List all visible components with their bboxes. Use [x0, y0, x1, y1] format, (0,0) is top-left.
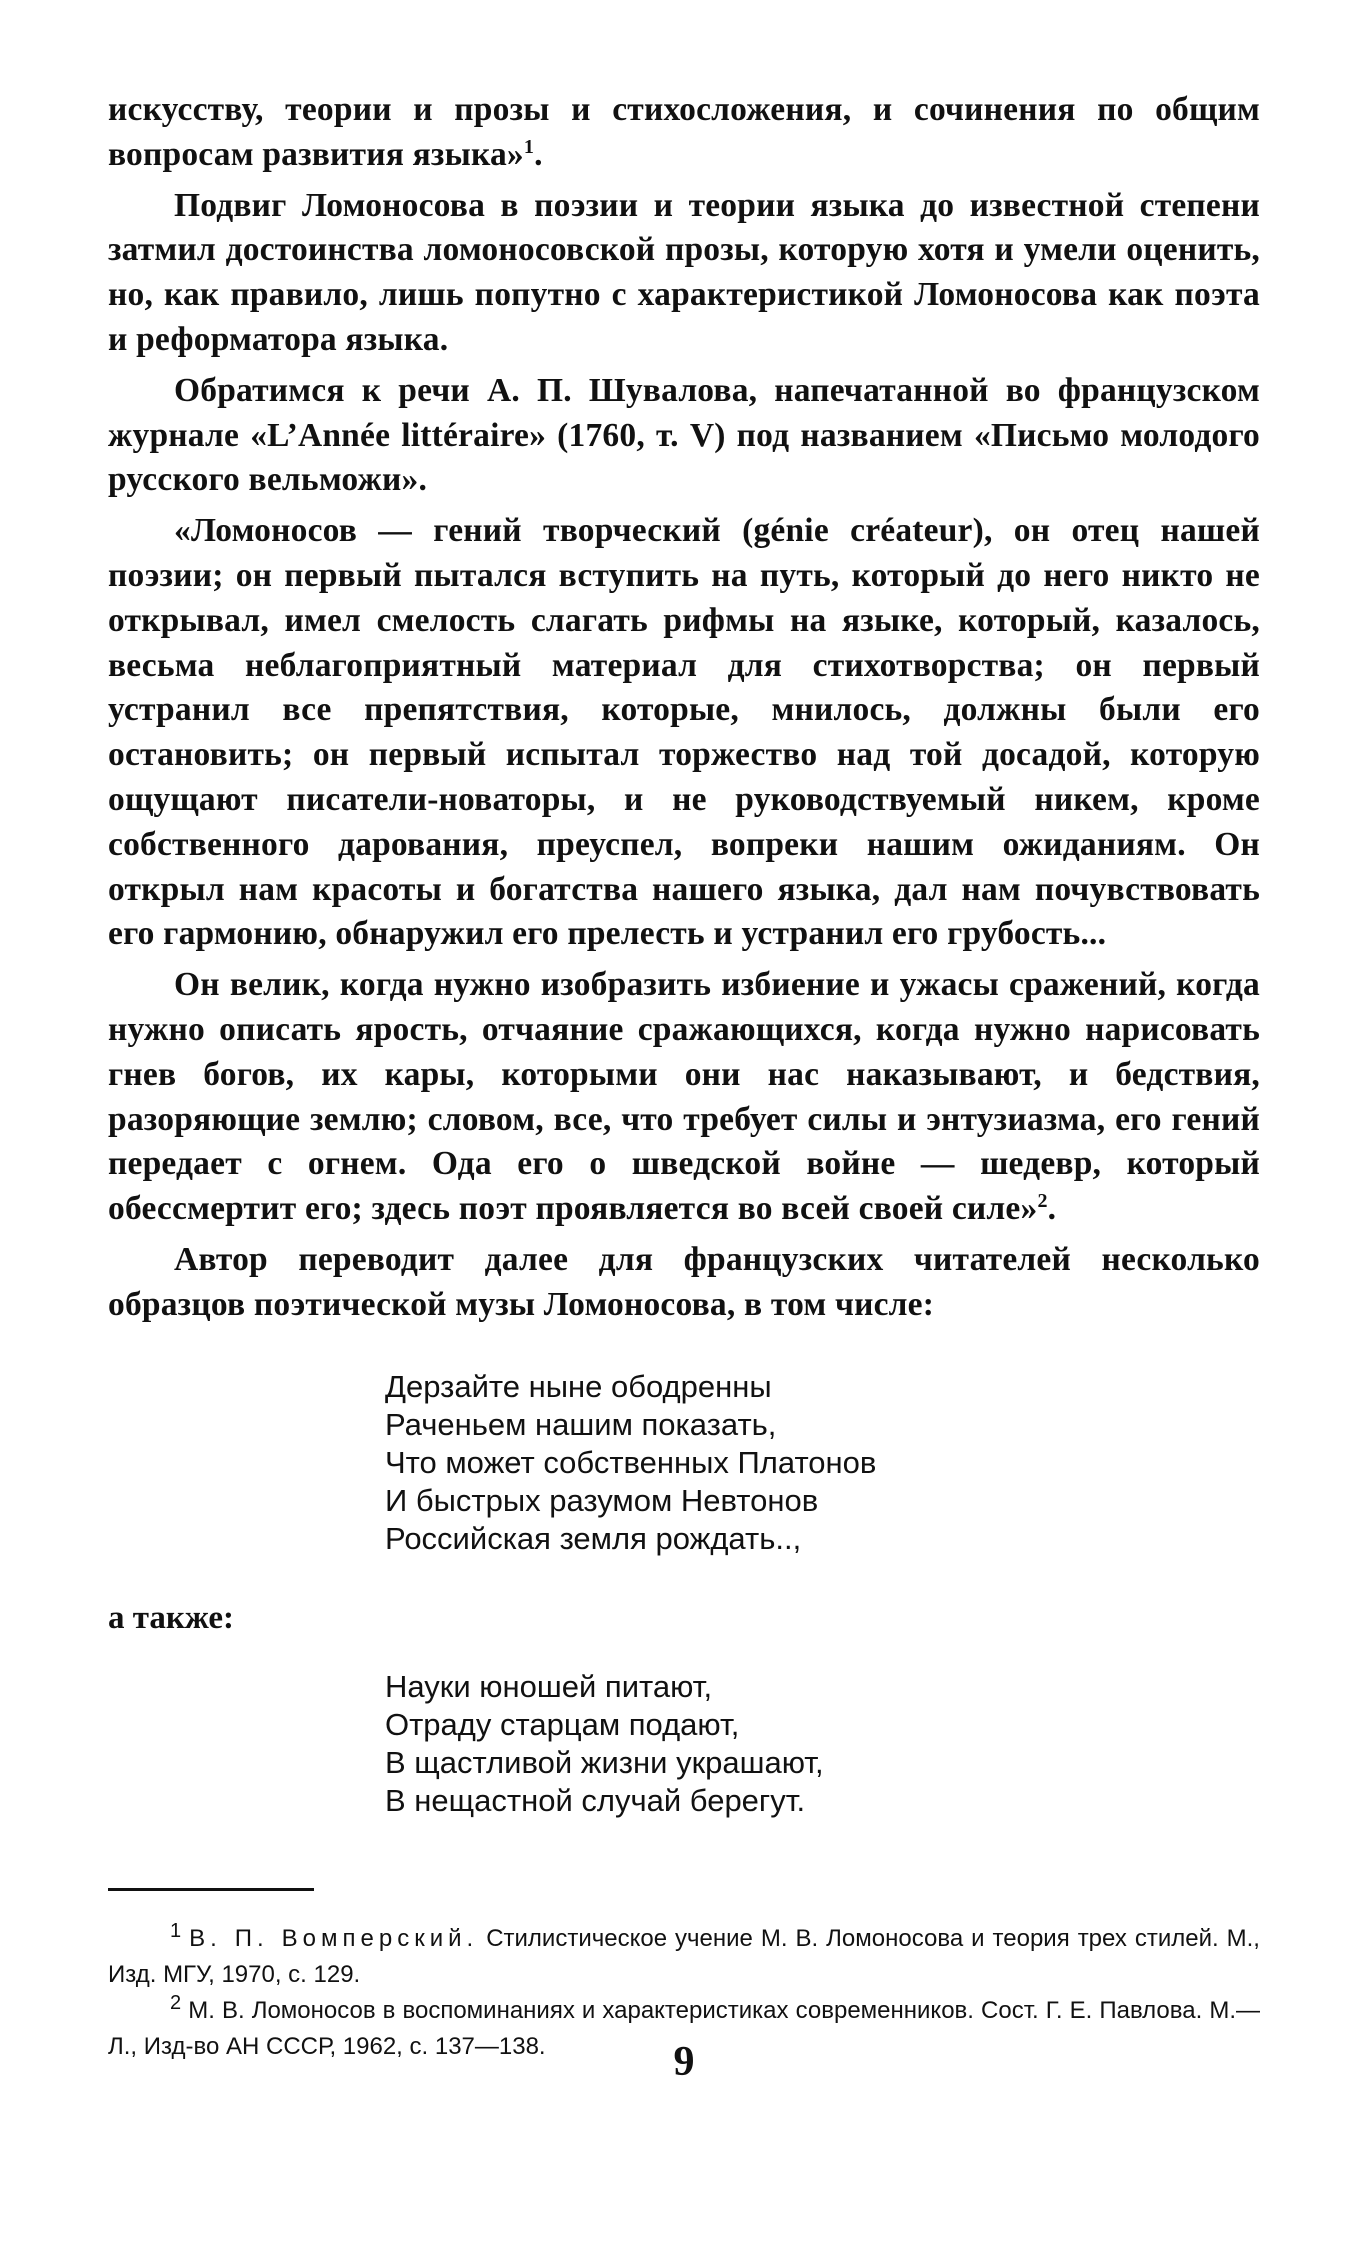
verse-line: Российская земля рождать.., — [385, 1520, 802, 1556]
footnote-1-text: Стилистическое учение М. В. Ломоносова и теория трех стилей. М., Изд. МГУ, 1970, с. 129. — [108, 1924, 1260, 1988]
footnote-ref-2[interactable]: 2 — [1037, 1189, 1048, 1212]
paragraph-1: искусству, теории и прозы и стихосложения, и сочинения по общим вопросам развития языка»$^1$. — [108, 91, 1260, 173]
verse-line: В щастливой жизни украшают, — [385, 1744, 824, 1780]
verse-line: Дерзайте ныне ободренны — [385, 1368, 772, 1404]
footnote-2-text: М. В. Ломоносов в воспоминаниях и характеристиках современников. Сост. Г. Е. Павлова. М.—Л., Изд-во АН СССР, 1962, с. 137—138. — [108, 1996, 1260, 2060]
page-number: 9 — [673, 2039, 695, 2085]
page-content — [108, 88, 1260, 2065]
paragraph-3: Обратимся к речи А. П. Шувалова, напечатанной во французском журнале «L’Année littéraire» (1760, т. V) под названием «Письмо молодого русского вельможи». — [108, 371, 1260, 499]
footnote-2-mark: 2 — [170, 1991, 182, 2014]
verse-line: Отраду старцам подают, — [385, 1706, 740, 1742]
paragraph-5-quote: Он велик, когда нужно изобразить избиение и ужасы сражений, когда нужно описать ярость, отчаяние сражающихся, когда нужно нарисовать гнев богов, их кары, которыми они нас наказывают, и бедствия, разоряющие землю; словом, все, что требует силы и энтузиазма, его гений передает с огнем. Ода его о шведской войне — шедевр, который обессмертит его; здесь поэт проявляется во всей своей силе»$^2$. — [108, 966, 1260, 1228]
verse-line: Что может собственных Платонов — [385, 1444, 877, 1480]
verse-line: В нещастной случай берегут. — [385, 1782, 806, 1818]
footnote-1-author: В. П. Вомперский. — [189, 1924, 479, 1952]
paragraph-5-text: Он велик, когда нужно изобразить избиение и ужасы сражений, когда нужно описать ярость, отчаяние сражающихся, когда нужно нарисовать гнев богов, их кары, которыми они нас наказывают, и бедствия, разоряющие землю; словом, все, что требует силы и энтузиазма, его гений передает с огнем. Ода его о шведской войне — шедевр, который обессмертит его; здесь поэт проявляется во всей своей силе» — [108, 966, 1260, 1228]
paragraph-6: Автор переводит далее для французских читателей несколько образцов поэтической музы Ломоносова, в том числе: — [108, 1240, 1260, 1323]
verse-stanza-2 — [385, 1668, 1260, 1820]
verse-line: Науки юношей питают, — [385, 1668, 713, 1704]
paragraph-1-text: искусству, теории и прозы и стихосложения, и сочинения по общим вопросам развития языка» — [108, 91, 1260, 173]
verse-line: И быстрых разумом Невтонов — [385, 1482, 819, 1518]
footnote-divider — [108, 1888, 314, 1891]
paragraph-4-quote: «Ломоносов — гений творческий (génie créateur), он отец нашей поэзии; он первый пытался вступить на путь, который до него никто не открывал, имел смелость слагать рифмы на языке, который, казалось, весьма неблагоприятный материал для стихотворства; он первый устранил все препятствия, которые, мнилось, должны были его остановить; он первый испытал торжество над той досадой, которую ощущают писатели-новаторы, и не руководствуемый никем, кроме собственного дарования, преуспел, вопреки нашим ожиданиям. Он открыл нам красоты и богатства нашего языка, дал нам почувствовать его гармонию, обнаружил его прелесть и устранил его грубость... — [108, 512, 1260, 953]
paragraph-2: Подвиг Ломоносова в поэзии и теории языка до известной степени затмил достоинства ломоносовской прозы, которую хотя и умели оценить, но, как правило, лишь попутно с характеристикой Ломоносова как поэта и реформатора языка. — [108, 186, 1260, 358]
connector-text: а также: — [108, 1599, 235, 1636]
verse-line: Раченьем нашим показать, — [385, 1406, 777, 1442]
verse-stanza-1 — [385, 1368, 1260, 1558]
footnote-ref-1[interactable]: 1 — [523, 135, 535, 158]
footnote-1-mark: 1 — [170, 1919, 182, 1942]
footnote-1 — [108, 1921, 1260, 1993]
